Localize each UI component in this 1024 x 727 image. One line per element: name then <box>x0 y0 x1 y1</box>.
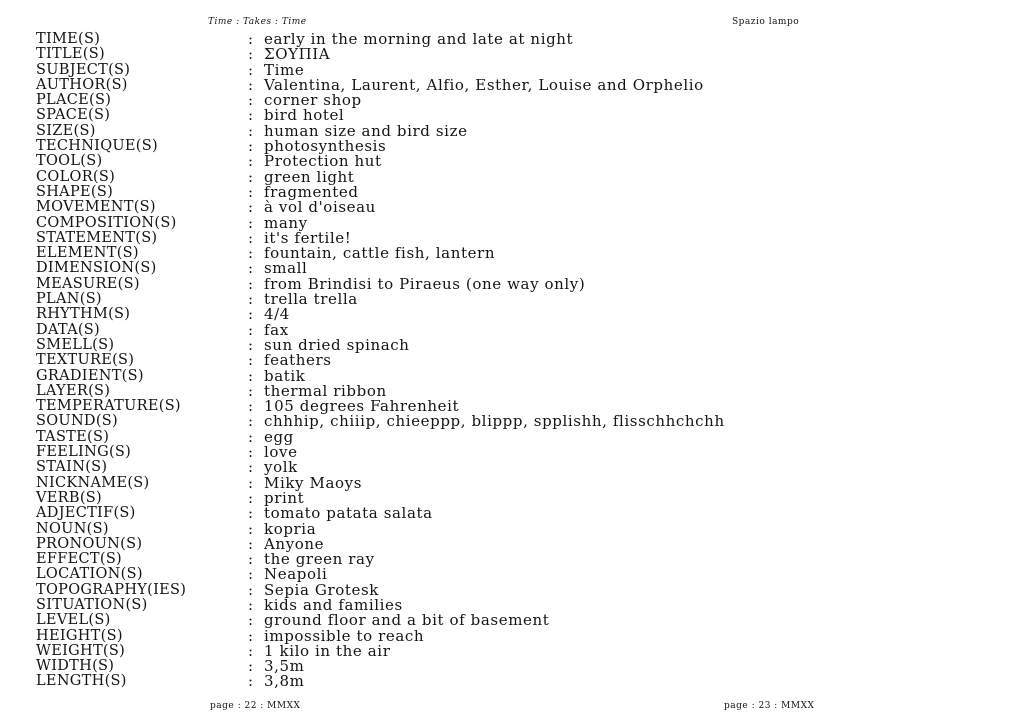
spec-value: human size and bird size <box>264 121 468 140</box>
spec-key: TECHNIQUE(S) <box>36 138 158 155</box>
spec-key: DIMENSION(S) <box>36 260 157 277</box>
spec-key: HEIGHT(S) <box>36 627 123 644</box>
spec-key: NICKNAME(S) <box>36 474 150 491</box>
spec-separator: : <box>248 412 254 431</box>
spec-key: TEXTURE(S) <box>36 352 135 369</box>
spec-key: TEMPERATURE(S) <box>36 398 181 415</box>
spec-separator: : <box>248 228 254 247</box>
spec-value: Time <box>264 60 305 79</box>
spec-separator: : <box>248 397 254 416</box>
spec-separator: : <box>248 580 254 599</box>
spec-value: love <box>264 443 298 462</box>
spec-separator: : <box>248 595 254 614</box>
spec-key: GRADIENT(S) <box>36 367 144 384</box>
spec-separator: : <box>248 565 254 584</box>
spec-separator: : <box>248 335 254 354</box>
spec-separator: : <box>248 366 254 385</box>
spec-separator: : <box>248 137 254 156</box>
spec-value: Anyone <box>264 534 325 553</box>
spec-value: Sepia Grotesk <box>264 580 379 599</box>
spec-separator: : <box>248 626 254 645</box>
spec-key: SOUND(S) <box>36 413 119 430</box>
spec-key: TITLE(S) <box>36 46 105 63</box>
spec-separator: : <box>248 504 254 523</box>
spec-separator: : <box>248 244 254 263</box>
spec-key: SUBJECT(S) <box>36 61 131 78</box>
spec-value: egg <box>264 427 294 446</box>
spec-separator: : <box>248 657 254 676</box>
spec-separator: : <box>248 290 254 309</box>
footer-left-page-number: page : 22 : MMXX <box>210 701 301 711</box>
spec-separator: : <box>248 320 254 339</box>
spec-value: 3,8m <box>264 672 305 691</box>
spec-value: thermal ribbon <box>264 381 387 400</box>
spec-key: COLOR(S) <box>36 168 116 185</box>
spec-key: TASTE(S) <box>36 428 110 445</box>
spec-value: batik <box>264 366 306 385</box>
spec-key: DATA(S) <box>36 321 101 338</box>
spec-key: WIDTH(S) <box>36 658 115 675</box>
spec-value: ground floor and a bit of basement <box>264 611 550 630</box>
spec-value: corner shop <box>264 91 362 110</box>
spec-key: WEIGHT(S) <box>36 642 126 659</box>
spec-value: many <box>264 213 308 232</box>
spec-value: tomato patata salata <box>264 504 433 523</box>
spec-key: PLAN(S) <box>36 291 102 308</box>
spec-separator: : <box>248 274 254 293</box>
spec-key: MEASURE(S) <box>36 275 140 292</box>
spec-key: RHYTHM(S) <box>36 306 131 323</box>
spec-key: LEVEL(S) <box>36 612 111 629</box>
spec-value: trella trella <box>264 290 358 309</box>
spec-key: LENGTH(S) <box>36 673 127 690</box>
spec-separator: : <box>248 167 254 186</box>
spec-value: fragmented <box>264 182 359 201</box>
spec-value: from Brindisi to Piraeus (one way only) <box>264 274 586 293</box>
spec-key: NOUN(S) <box>36 520 109 537</box>
spec-separator: : <box>248 381 254 400</box>
spec-value: green light <box>264 167 355 186</box>
spec-value: small <box>264 259 308 278</box>
spec-key: LAYER(S) <box>36 382 111 399</box>
spec-separator: : <box>248 305 254 324</box>
spec-separator: : <box>248 198 254 217</box>
spec-separator: : <box>248 550 254 569</box>
spec-value: fax <box>264 320 289 339</box>
spec-value: print <box>264 488 305 507</box>
spec-value: kopria <box>264 519 317 538</box>
spec-value: kids and families <box>264 595 403 614</box>
spec-key: SITUATION(S) <box>36 596 148 613</box>
spec-separator: : <box>248 121 254 140</box>
spec-separator: : <box>248 213 254 232</box>
spec-value: 4/4 <box>264 305 290 324</box>
spec-value: impossible to reach <box>264 626 425 645</box>
spec-value: feathers <box>264 351 332 370</box>
header-left: Time : Takes : Time <box>208 17 307 27</box>
spec-separator: : <box>248 106 254 125</box>
spec-key: SMELL(S) <box>36 336 115 353</box>
spec-value: Protection hut <box>264 152 382 171</box>
spec-separator: : <box>248 91 254 110</box>
spec-value: ΣΟΥΠΙΑ <box>264 45 331 64</box>
spec-key: ADJECTIF(S) <box>36 505 136 522</box>
spec-key: TIME(S) <box>36 31 101 47</box>
spec-separator: : <box>248 45 254 64</box>
spec-separator: : <box>248 259 254 278</box>
spec-key: TOPOGRAPHY(IES) <box>36 581 187 598</box>
spec-value: it's fertile! <box>264 228 352 247</box>
header-right: Spazio lampo <box>732 17 800 27</box>
spec-key: PRONOUN(S) <box>36 535 143 552</box>
spec-separator: : <box>248 641 254 660</box>
spec-separator: : <box>248 672 254 691</box>
spec-value: Miky Maoys <box>264 473 362 492</box>
spec-key: COMPOSITION(S) <box>36 214 177 231</box>
spec-value: 1 kilo in the air <box>264 641 391 660</box>
spec-value: sun dried spinach <box>264 335 410 354</box>
spec-value: 3,5m <box>264 657 305 676</box>
spec-separator: : <box>248 488 254 507</box>
spec-separator: : <box>248 60 254 79</box>
spec-value: yolk <box>264 458 298 477</box>
spec-key: LOCATION(S) <box>36 566 143 583</box>
spec-value: bird hotel <box>264 106 345 125</box>
spec-separator: : <box>248 182 254 201</box>
spec-key: STAIN(S) <box>36 459 108 476</box>
spec-separator: : <box>248 443 254 462</box>
spec-key: PLACE(S) <box>36 92 112 109</box>
spec-key: AUTHOR(S) <box>36 76 128 93</box>
spec-separator: : <box>248 611 254 630</box>
spec-key: STATEMENT(S) <box>36 229 158 246</box>
spec-value: the green ray <box>264 550 375 569</box>
spec-separator: : <box>248 152 254 171</box>
spec-key: VERB(S) <box>36 489 102 506</box>
spec-separator: : <box>248 519 254 538</box>
spec-key: TOOL(S) <box>36 153 103 170</box>
spec-key: FEELING(S) <box>36 444 132 461</box>
spec-value: fountain, cattle fish, lantern <box>264 244 496 263</box>
spec-separator: : <box>248 30 254 48</box>
spec-separator: : <box>248 75 254 94</box>
spec-separator: : <box>248 473 254 492</box>
spec-key: SIZE(S) <box>36 122 96 139</box>
spec-value: Valentina, Laurent, Alfio, Esther, Louise and Orphelio <box>264 75 704 94</box>
spec-key: SPACE(S) <box>36 107 111 124</box>
spec-separator: : <box>248 534 254 553</box>
spec-value: à vol d'oiseau <box>264 198 376 217</box>
spec-separator: : <box>248 458 254 477</box>
spec-separator: : <box>248 427 254 446</box>
spec-key: MOVEMENT(S) <box>36 199 156 216</box>
spec-key: ELEMENT(S) <box>36 245 139 262</box>
spec-value: photosynthesis <box>264 137 387 156</box>
spec-value: 105 degrees Fahrenheit <box>264 397 460 416</box>
spec-separator: : <box>248 351 254 370</box>
spec-key: SHAPE(S) <box>36 183 114 200</box>
spec-value: Neapoli <box>264 565 328 584</box>
spec-value: chhhip, chiiip, chieeppp, blippp, spplishh, flisschhchchh <box>264 412 725 431</box>
footer-right-page-number: page : 23 : MMXX <box>724 701 815 711</box>
spec-key: EFFECT(S) <box>36 551 123 568</box>
spec-value: early in the morning and late at night <box>264 30 574 48</box>
